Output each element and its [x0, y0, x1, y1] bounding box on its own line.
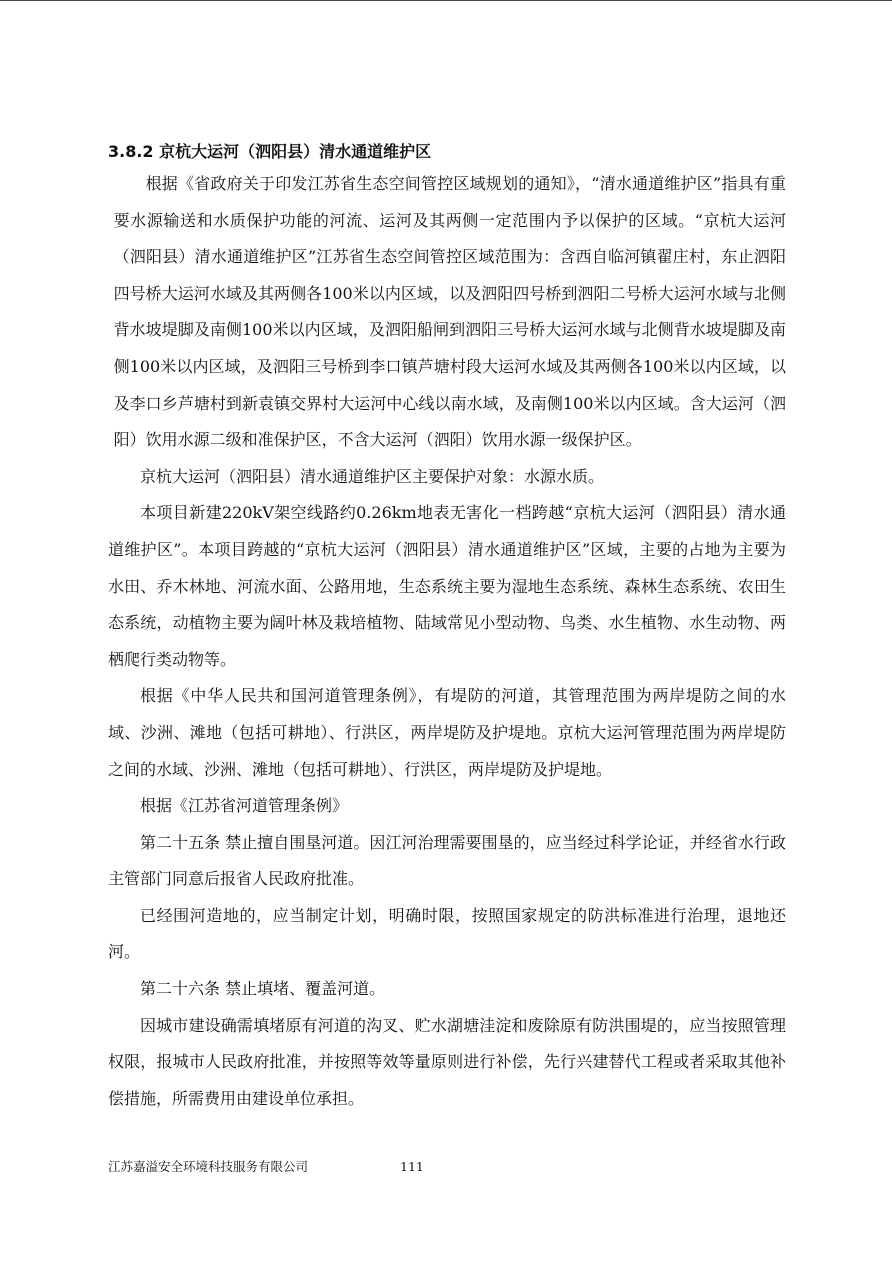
- paragraph-article-25: 第二十五条 禁止擅自围垦河道。因江河治理需要围垦的，应当经过科学论证，并经省水行政主管部门同意后报省人民政府批准。: [108, 832, 786, 889]
- top-border-rule: [0, 0, 892, 1]
- paragraph-article-26: 第二十六条 禁止填堵、覆盖河道。: [140, 979, 386, 999]
- paragraph-definition: 根据《省政府关于印发江苏省生态空间管控区域规划的通知》，“清水通道维护区”指具有重要水源输送和水质保护功能的河流、运河及其两侧一定范围内予以保护的区域。“京杭大运河（泗阳县）清水通道维护区”江苏省生态空间管控区域范围为：含西自临河镇翟庄村，东止泗阳四号桥大运河水域及其两侧各100米以内区域，以及泗阳四号桥到泗阳二号桥大运河水域与北侧背水坡堤脚及南侧100米以内区域，及泗阳船闸到泗阳三号桥大运河水域与北侧背水坡堤脚及南侧100米以内区域，及泗阳三号桥到李口镇芦塘村段大运河水域及其两侧各100米以内区域，以及李口乡芦塘村到新袁镇交界村大运河中心线以南水域，及南侧100米以内区域。含大运河（泗阳）饮用水源二级和准保护区，不含大运河（泗阳）饮用水源一级保护区。: [113, 174, 786, 450]
- footer-page-number: 111: [400, 1159, 424, 1174]
- paragraph-article-26-continued: 因城市建设确需填堵原有河道的沟叉、贮水湖塘洼淀和废除原有防洪围堤的，应当按照管理权限，报城市人民政府批准，并按照等效等量原则进行补偿，先行兴建替代工程或者采取其他补偿措施，所需费用由建设单位承担。: [108, 1015, 786, 1108]
- paragraph-protection-target: 京杭大运河（泗阳县）清水通道维护区主要保护对象：水源水质。: [140, 466, 605, 486]
- page-footer: [108, 1157, 708, 1177]
- paragraph-provincial-regulation: 根据《江苏省河道管理条例》: [140, 796, 349, 816]
- footer-company-name: 江苏嘉溢安全环境科技服务有限公司: [108, 1159, 309, 1174]
- paragraph-project-crossing: 本项目新建220kV架空线路约0.26km地表无害化一档跨越“京杭大运河（泗阳县）清水通道维护区”。本项目跨越的“京杭大运河（泗阳县）清水通道维护区”区域，主要的占地为主要为水田、乔木林地、河流水面、公路用地，生态系统主要为湿地生态系统、森林生态系统、农田生态系统，动植物主要为阔叶林及栽培植物、陆域常见小型动物、鸟类、水生植物、水生动物、两栖爬行类动物等。: [108, 503, 786, 669]
- section-heading: 3.8.2 京杭大运河（泗阳县）清水通道维护区: [108, 142, 432, 161]
- paragraph-article-25-continued: 已经围河造地的，应当制定计划，明确时限，按照国家规定的防洪标准进行治理，退地还河。: [108, 905, 786, 962]
- document-body: [108, 140, 786, 1117]
- paragraph-national-regulation: 根据《中华人民共和国河道管理条例》，有堤防的河道，其管理范围为两岸堤防之间的水域、沙洲、滩地（包括可耕地）、行洪区，两岸堤防及护堤地。京杭大运河管理范围为两岸堤防之间的水域、沙洲、滩地（包括可耕地）、行洪区，两岸堤防及护堤地。: [108, 686, 786, 779]
